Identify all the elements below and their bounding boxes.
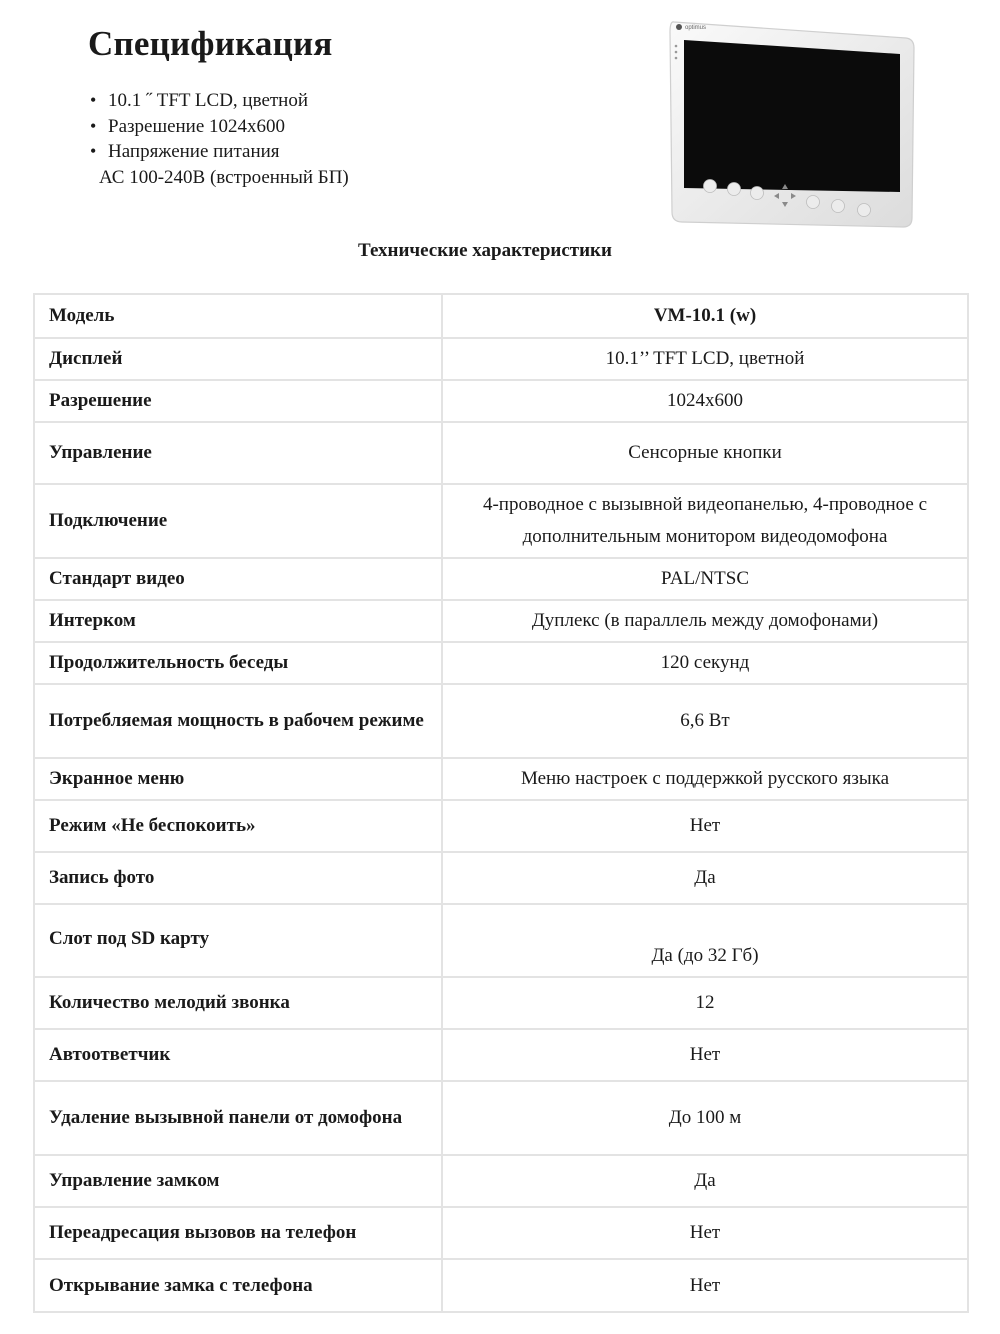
call-button-icon (728, 183, 741, 196)
status-led-icon (675, 51, 678, 54)
spec-value: PAL/NTSC (442, 558, 968, 600)
spec-value: Нет (442, 1029, 968, 1081)
status-led-icon (675, 57, 678, 60)
spec-label: Управление замком (34, 1155, 442, 1207)
table-row (34, 1155, 968, 1207)
spec-value: Нет (442, 1259, 968, 1312)
spec-table (33, 293, 969, 1313)
table-row (34, 1081, 968, 1155)
spec-label: Удаление вызывной панели от домофона (34, 1081, 442, 1155)
spec-label: Количество мелодий звонка (34, 977, 442, 1029)
section-title: Технические характеристики (358, 240, 612, 261)
spec-bullet-resolution: • Разрешение 1024х600 (88, 114, 349, 140)
spec-label: Экранное меню (34, 758, 442, 800)
spec-bullet-display: • 10.1 ˝ TFT LCD, цветной (88, 88, 349, 114)
spec-value: Да (442, 852, 968, 904)
hangup-button-icon (858, 204, 871, 217)
table-row (34, 484, 968, 558)
table-row (34, 904, 968, 977)
spec-label: Потребляемая мощность в рабочем режиме (34, 684, 442, 758)
table-row (34, 852, 968, 904)
monitor-button-icon (807, 196, 820, 209)
spec-value: Меню настроек с поддержкой русского языка (442, 758, 968, 800)
spec-label: Режим «Не беспокоить» (34, 800, 442, 852)
spec-value: 1024х600 (442, 380, 968, 422)
table-row (34, 558, 968, 600)
spec-title: Спецификация (88, 24, 333, 63)
table-row (34, 338, 968, 380)
spec-label: Открывание замка с телефона (34, 1259, 442, 1312)
spec-label: Продолжительность беседы (34, 642, 442, 684)
table-row (34, 380, 968, 422)
spec-label: Автоответчик (34, 1029, 442, 1081)
status-led-icon (675, 45, 678, 48)
table-row (34, 977, 968, 1029)
spec-label: Подключение (34, 484, 442, 558)
spec-label: Дисплей (34, 338, 442, 380)
table-row (34, 1029, 968, 1081)
spec-label: Переадресация вызовов на телефон (34, 1207, 442, 1259)
table-row (34, 1259, 968, 1312)
spec-label: Слот под SD карту (34, 904, 442, 977)
spec-label: Стандарт видео (34, 558, 442, 600)
back-button-icon (751, 187, 764, 200)
spec-label: Модель (34, 294, 442, 338)
spec-label: Разрешение (34, 380, 442, 422)
brand-label: optimus (685, 25, 707, 31)
spec-bullet-power-detail: АС 100-240В (встроенный БП) (99, 166, 349, 188)
spec-value: 6,6 Вт (442, 684, 968, 758)
spec-value: Нет (442, 800, 968, 852)
unlock-button-icon (832, 200, 845, 213)
spec-label: Запись фото (34, 852, 442, 904)
monitor-screen (684, 40, 900, 192)
spec-value: VM-10.1 (w) (442, 294, 968, 338)
spec-value: 10.1’’ TFT LCD, цветной (442, 338, 968, 380)
table-row (34, 758, 968, 800)
spec-value: Сенсорные кнопки (442, 422, 968, 484)
table-row (34, 294, 968, 338)
spec-value: Да (до 32 Гб) (442, 904, 968, 977)
table-row (34, 600, 968, 642)
spec-bullet-list (88, 88, 349, 190)
intercom-button-icon (704, 180, 717, 193)
spec-label: Интерком (34, 600, 442, 642)
monitor-product-image (668, 16, 916, 228)
spec-value: До 100 м (442, 1081, 968, 1155)
spec-value: Нет (442, 1207, 968, 1259)
table-row (34, 642, 968, 684)
spec-value: Да (442, 1155, 968, 1207)
table-row (34, 422, 968, 484)
spec-bullet-power: • Напряжение питания (88, 139, 349, 165)
spec-value: Дуплекс (в параллель между домофонами) (442, 600, 968, 642)
brand-logo-icon (676, 24, 682, 30)
spec-label: Управление (34, 422, 442, 484)
table-row (34, 800, 968, 852)
spec-value: 120 секунд (442, 642, 968, 684)
spec-value: 12 (442, 977, 968, 1029)
table-row (34, 1207, 968, 1259)
spec-value: 4-проводное с вызывной видеопанелью, 4-проводное с дополнительным монитором видеодомофона (442, 484, 968, 558)
table-row (34, 684, 968, 758)
